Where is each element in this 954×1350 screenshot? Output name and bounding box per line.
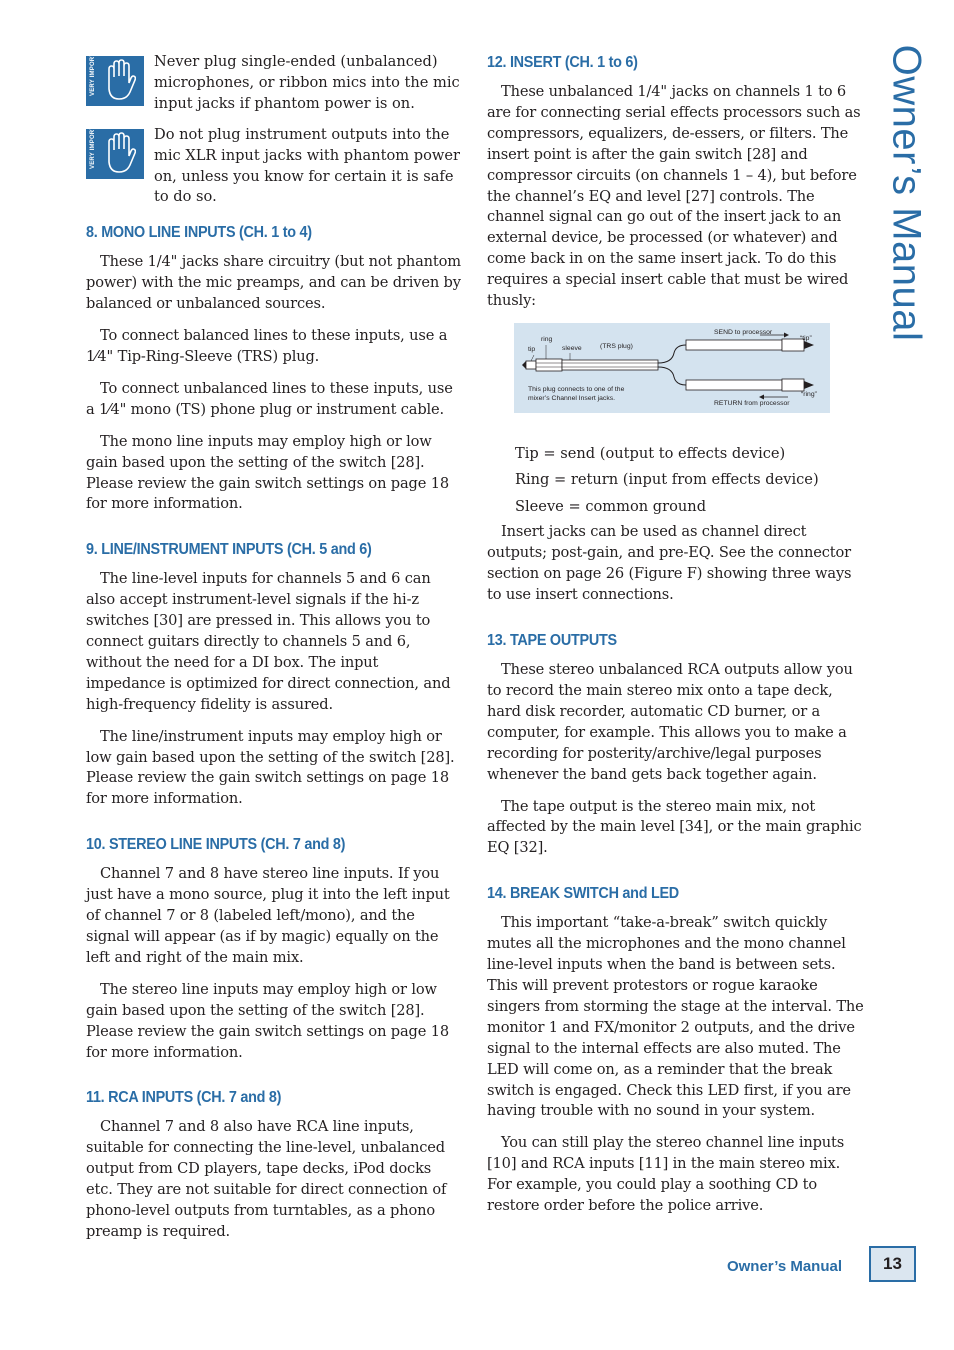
paragraph: You can still play the stereo channel line inputs [10] and RCA inputs [11] in the main stereo mix. For example, you could play a soothing CD to restore order before the police arrive. — [487, 1134, 845, 1215]
warning-text: Never plug single-ended (unbalanced) microphones, or ribbon mics into the mic input jacks if phantom power is on. — [154, 53, 460, 112]
paragraph: This important “take-a-break” switch quickly mutes all the microphones and the mono channel line-level inputs when the band is between sets. This will prevent protestors or rogue karaoke singers from storming the stage at the interval. The monitor 1 and FX/monitor 2 outputs, and the drive signal to the internal effects are also muted. The LED will come on, as a reminder that the break switch is engaged. Check this LED first, if you are having trouble with no sound in your system. — [487, 914, 864, 1120]
warning-text: Do not plug instrument outputs into the mic XLR input jacks with phantom power on, unless you know for certain it is safe to do so. — [154, 125, 460, 206]
section-heading: 11. RCA INPUTS (CH. 7 and 8) — [86, 1089, 282, 1107]
wiring-line: Sleeve = common ground — [515, 497, 707, 515]
section-heading: 14. BREAK SWITCH and LED — [487, 885, 679, 903]
insert-cable-diagram — [514, 323, 830, 413]
trs-plug-label: (TRS plug) — [600, 342, 633, 350]
wiring-line: Tip = send (output to effects device) — [515, 444, 786, 462]
plug-note: mixer’s Channel Insert jacks. — [528, 394, 616, 402]
section-heading: 8. MONO LINE INPUTS (CH. 1 to 4) — [86, 224, 312, 242]
paragraph: These 1/4" jacks share circuitry (but not phantom power) with the mic preamps, and can be driven by balanced or unbalanced sources. — [86, 253, 461, 313]
ring-out-label: “ring” — [801, 390, 817, 398]
page-number: 13 — [869, 1246, 916, 1282]
hand-stop-icon: VERY IMPORTANT — [86, 129, 144, 179]
paragraph: The line/instrument inputs may employ high or low gain based upon the setting of the switch [28]. Please review the gain switch settings on page 18 for more information. — [86, 727, 455, 808]
right-column — [487, 52, 869, 1228]
paragraph: The mono line inputs may employ high or low gain based upon the setting of the switch [28]. Please review the gain switch settings on page 18 for more information. — [86, 432, 449, 513]
ring-label: ring — [541, 335, 553, 343]
section-heading: 10. STEREO LINE INPUTS (CH. 7 and 8) — [86, 836, 346, 854]
paragraph: To connect balanced lines to these inputs, use a 1⁄4" Tip-Ring-Sleeve (TRS) plug. — [86, 327, 448, 365]
paragraph: The line-level inputs for channels 5 and 6 can also accept instrument-level signals if the hi-z switches [30] are pressed in. This allows you to connect guitars directly to channels 5 and 6, without the need for a DI box. The input impedance is optimized for direct connection, and high-frequency fidelity is assured. — [86, 570, 451, 713]
section-heading: 12. INSERT (CH. 1 to 6) — [487, 54, 638, 71]
hand-stop-icon: VERY IMPORTANT — [86, 56, 144, 106]
warning-note — [86, 113, 462, 209]
footer-label: Owner’s Manual — [726, 1258, 842, 1275]
tip-label: tip — [528, 345, 536, 353]
return-label: RETURN from processor — [714, 399, 790, 407]
side-title: Owner’s Manual — [884, 44, 929, 342]
tip-out-label: “tip” — [800, 334, 812, 342]
wiring-line: Ring = return (input from effects device) — [515, 471, 819, 489]
left-column — [86, 40, 462, 1254]
paragraph: These unbalanced 1/4" jacks on channels 1 to 6 are for connecting serial effects processors such as compressors, equalizers, de-essers, or filters. The insert point is after the gain switch [28] and compressor circuits (on channels 1 – 4), but before the channel’s EQ and level [27] controls. The channel signal can go out of the insert jack to an external device, be processed (or whatever) and come back in on the same insert jack. To do this requires a special insert cable that must be wired thusly: — [487, 83, 861, 310]
warning-note — [86, 40, 462, 115]
paragraph: Insert jacks can be used as channel direct outputs; post-gain, and pre-EQ. See the connector section on page 26 (Figure F) showing three ways to use insert connections. — [487, 523, 852, 604]
paragraph: The stereo line inputs may employ high or low gain based upon the setting of the switch [28]. Please review the gain switch settings on page 18 for more information. — [86, 980, 449, 1061]
paragraph: These stereo unbalanced RCA outputs allow you to record the main stereo mix onto a tape deck, hard disk recorder, automatic CD burner, or a computer, for example. This allows you to make a recording for posterity/archive/legal purposes whenever the band gets back together again. — [487, 661, 853, 783]
send-label: SEND to processor — [714, 328, 773, 336]
sleeve-label: sleeve — [562, 344, 582, 352]
section-heading: 13. TAPE OUTPUTS — [487, 632, 617, 650]
plug-note: This plug connects to one of the — [528, 385, 625, 393]
paragraph: Channel 7 and 8 have stereo line inputs. If you just have a mono source, plug it into the left input of channel 7 or 8 (labeled left/mono), and the signal will appear (as if by magic) equally on the left and right of the main mix. — [86, 865, 450, 966]
paragraph: The tape output is the stereo main mix, not affected by the main level [34], or the main graphic EQ [32]. — [487, 797, 862, 857]
section-heading: 9. LINE/INSTRUMENT INPUTS (CH. 5 and 6) — [86, 541, 372, 559]
paragraph: To connect unbalanced lines to these inputs, use a 1⁄4" mono (TS) phone plug or instrument cable. — [86, 379, 453, 418]
paragraph: Channel 7 and 8 also have RCA line inputs, suitable for connecting the line-level, unbalanced output from CD players, tape decks, iPod docks etc. They are not suitable for direct connection of phono-level outputs from turntables, as a phono preamp is required. — [86, 1118, 447, 1240]
